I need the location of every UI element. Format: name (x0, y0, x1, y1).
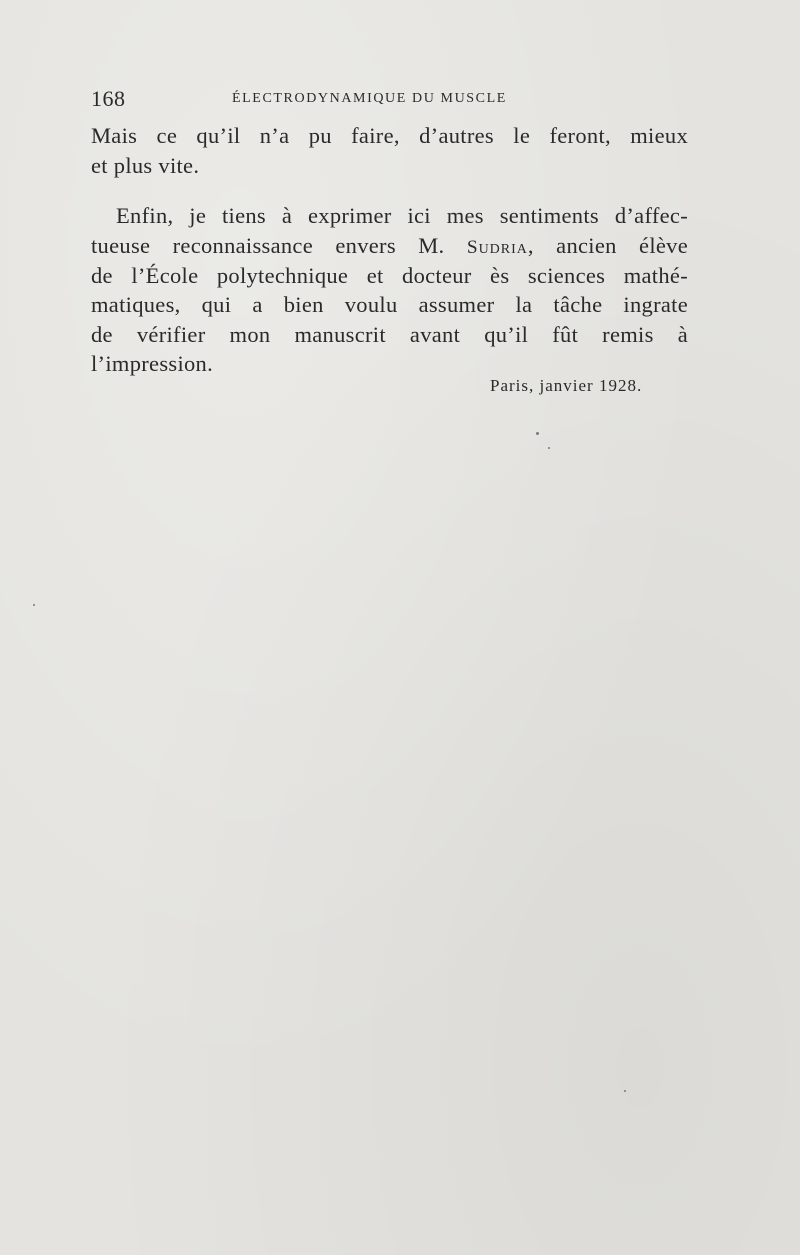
paper-speck (536, 432, 539, 435)
paragraph-2-line-4: matiques, qui a bien voulu assumer la tâche ingrate (91, 292, 688, 317)
running-title: ÉLECTRODYNAMIQUE DU MUSCLE (232, 91, 507, 106)
paragraph-1-line-1: Mais ce qu’il n’a pu faire, d’autres le feront, mieux (91, 123, 688, 148)
paragraph-2-line-5: de vérifier mon manuscrit avant qu’il fût remis à (91, 322, 688, 347)
page-number: 168 (91, 86, 126, 111)
paragraph-2-line-2-start: tueuse reconnaissance envers M. (91, 233, 467, 258)
paragraph-1-line-2: et plus vite. (91, 153, 200, 178)
signature-date: Paris, janvier 1928. (490, 376, 643, 395)
paper-speck (624, 1090, 626, 1092)
paper-speck (548, 447, 550, 449)
paragraph-2-line-2 (91, 233, 688, 259)
paper-speck (33, 604, 35, 606)
paragraph-2-line-1: Enfin, je tiens à exprimer ici mes sentiments d’affec- (116, 203, 688, 228)
paragraph-2-line-2-end: , ancien élève (527, 233, 689, 258)
person-name-sudria: Sudria (466, 237, 528, 258)
paragraph-2-line-3: de l’École polytechnique et docteur ès sciences mathé- (91, 263, 688, 288)
paragraph-2-line-6: l’impression. (91, 351, 214, 376)
